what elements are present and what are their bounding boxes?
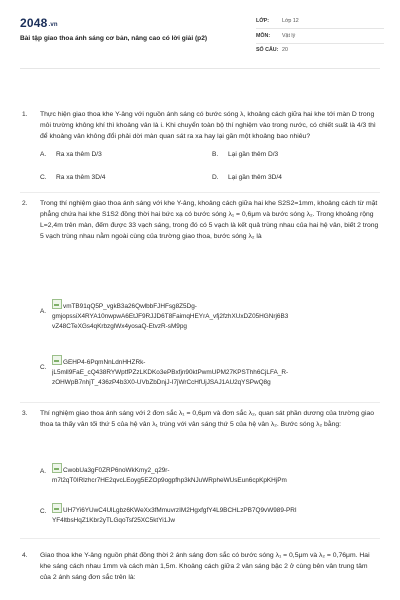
option-key: D. — [212, 174, 219, 181]
answer-option-c[interactable] — [40, 174, 105, 181]
answer-option-a[interactable] — [40, 299, 400, 335]
question-number: 2. — [22, 200, 28, 207]
question-divider — [20, 538, 380, 539]
option-text: Lại gần thêm 3D/4 — [228, 174, 282, 181]
answer-option-b[interactable] — [212, 151, 278, 158]
answer-option-a[interactable] — [40, 463, 400, 487]
answer-option-d[interactable] — [212, 174, 282, 181]
option-key: C. — [40, 508, 47, 515]
broken-image — [52, 463, 400, 486]
broken-image-icon — [52, 503, 62, 513]
question-text: Trong thí nghiệm giao thoa ánh sáng với khe Y-âng, khoảng cách giữa hai khe S2S2=1mm, khoảng cách từ mặt phẳng chứa hai khe S1S2 đồng thời hai bức xạ có bước sóng λ₁ = 0,6μm và bước sóng λ₂. Trong khoảng rộng L=2,4m trên màn, đếm được 33 vạch sáng, trong đó có 5 vạch là kết quả trùng nhau của hai hệ vân, biết 2 trong 5 vạch trùng nhau nằm ngoài cùng của trường giao thoa, bước sóng λ₂ là — [40, 200, 379, 240]
question-text: Giao thoa khe Y-âng nguồn phát đồng thời 2 ánh sáng đơn sắc có bước sóng λ₁ = 0,5μm và λ₂ = 0,76μm. Hai khe sáng cách nhau 1mm và cách màn 1,5m. Khoảng cách giữa 2 vân sáng bậc 2 ở cùng bên vân trung tâm của 2 ánh sáng đơn sắc trên là: — [40, 552, 370, 581]
image-alt-text: jL5mll9FaE_cQ438RYWptfPZzLKDKo3ePBxfjn90ktPwmUPM27KPSThh6CjLFA_R- — [52, 369, 289, 376]
image-alt-text: vmTB91qQ5P_vgkB3a26QwlbbFJHFsg8Z5Dg- — [63, 303, 197, 310]
image-alt-text: m7l2qT0IRlzhcr7HE2qvcLEoyg5EZOp9ogpfhp3kNJuWRpheWUsEun6cpKpKHjPm — [52, 477, 287, 484]
image-alt-text: vZ48CTeXGs4qKrbzglWx4yosaQ-EtvzR-sM9pg — [52, 323, 187, 330]
question-count-label: SỐ CÂU: — [256, 47, 279, 53]
answer-option-a[interactable] — [40, 151, 102, 158]
site-logo[interactable] — [20, 16, 58, 30]
image-alt-text: gmjopssiX4RYA10nwpwA6EtJF9RJJD6T8FaimqHEYrA_vfj2fzhXUxDZ05HGNrj6B3 — [52, 313, 289, 320]
option-key: C. — [40, 174, 47, 181]
document-header — [0, 0, 400, 66]
image-alt-text: CwobUa3gF0ZRP6noWkKmy2_q29r- — [63, 467, 170, 474]
question-count-value: 20 — [282, 47, 288, 53]
question-number: 4. — [22, 552, 28, 559]
answer-option-c[interactable] — [40, 355, 400, 391]
option-key: A. — [40, 151, 47, 158]
option-text: Lại gần thêm D/3 — [228, 151, 279, 158]
broken-image-icon — [52, 463, 62, 473]
option-text: Ra xa thêm D/3 — [56, 151, 102, 158]
page-title: Bài tập giao thoa ánh sáng cơ bản, nâng cao có lời giải (p2) — [20, 35, 208, 42]
option-key: A. — [40, 308, 47, 315]
question-divider — [20, 192, 380, 193]
broken-image — [52, 299, 400, 332]
option-text: Ra xa thêm 3D/4 — [56, 174, 106, 181]
broken-image-icon — [52, 299, 62, 309]
question-text: Thực hiện giao thoa khe Y-âng với nguồn ánh sáng có bước sóng λ, khoảng cách giữa hai khe tới màn D trong môi trường không khí thì khoảng vân là i. Khi chuyển toàn bộ thí nghiệm vào trong nước, có chiết suất là 4/3 thì để khoảng vân không đổi phải dời màn quan sát ra xa hay lại gần một khoảng bao nhiêu? — [40, 111, 376, 140]
header-divider — [20, 68, 380, 69]
broken-image — [52, 355, 400, 388]
image-alt-text: UH7Yi6YUwC4UlLgbz6KWeXx3fMmuvrzIM2HgxfgfY4L9BCHLzPB7Q9vW989-PRI — [63, 507, 297, 514]
info-divider — [256, 28, 384, 29]
image-alt-text: YF4ltbsHqZ1Kbr2yTLGqoTsf25XC5ktYi1Jw — [52, 517, 176, 524]
question-divider — [20, 402, 380, 403]
option-key: C. — [40, 364, 47, 371]
subject-value: Vật lý — [282, 33, 296, 39]
option-key: B. — [212, 151, 219, 158]
logo-text: 2048 — [20, 16, 48, 30]
broken-image-icon — [52, 355, 62, 365]
logo-suffix: .vn — [48, 22, 58, 28]
answer-option-c[interactable] — [40, 503, 400, 527]
grade-label: LỚP: — [256, 18, 270, 24]
question-number: 3. — [22, 410, 28, 417]
image-alt-text: GEHP4-6PqmNnLdnHHZRk- — [63, 359, 146, 366]
option-key: A. — [40, 468, 47, 475]
broken-image — [52, 503, 400, 526]
subject-label: MÔN: — [256, 33, 271, 39]
question-text: Thí nghiệm giao thoa ánh sáng với 2 đơn sắc λ₁ = 0,6μm và đơn sắc λ₂, quan sát phần dương của trường giao thoa ta thấy vân tối thứ 5 của hệ vân λ₁ trùng với vân sáng thứ 5 của hệ vân λ₂. Bước sóng λ₂ bằng: — [40, 410, 375, 428]
info-divider — [256, 43, 384, 44]
image-alt-text: zOHWpB7nhjT_436zP4b3X0-UVbZbDnjJ-I7jWrCcHfUjJSAJ1AU2qYSPwQ8g — [52, 379, 271, 386]
grade-value: Lớp 12 — [282, 18, 299, 24]
question-number: 1. — [22, 111, 28, 118]
